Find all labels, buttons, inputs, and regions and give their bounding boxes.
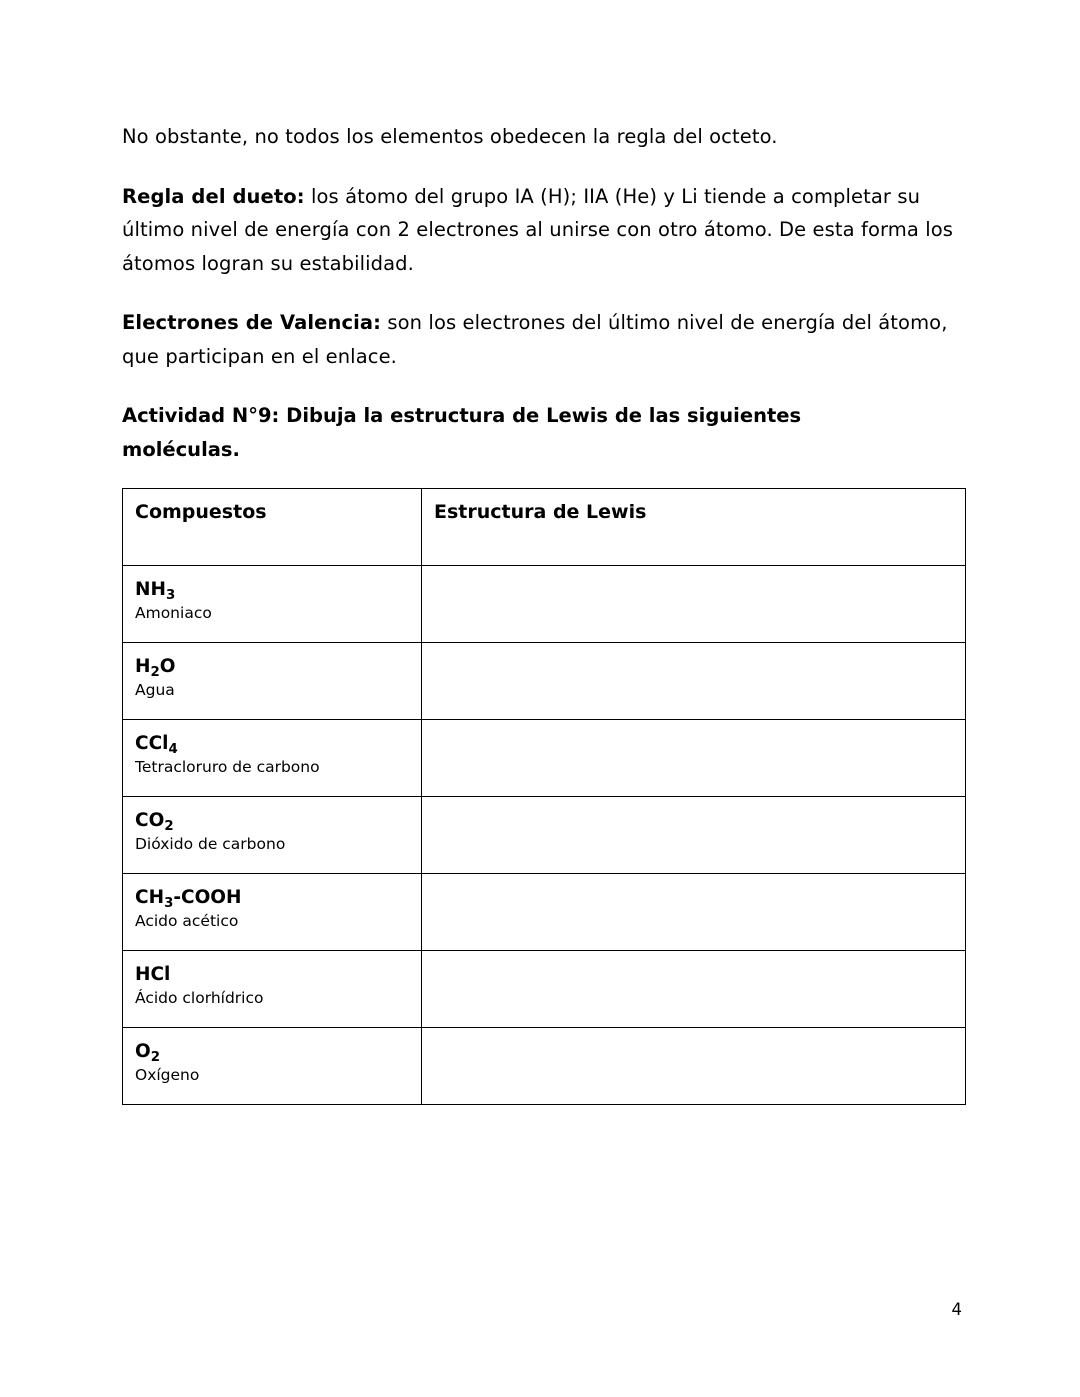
compound-cell xyxy=(123,566,422,643)
paragraph-text: los átomo del grupo IA (H); IIA (He) y Li tiende a completar su último nivel de energía con 2 electrones al unirse con otro átomo. De esta forma los átomos logran su estabilidad. xyxy=(122,184,954,275)
column-header-compuestos: Compuestos xyxy=(123,489,422,566)
formula-main: H xyxy=(135,656,151,678)
formula-sub: 4 xyxy=(168,741,178,757)
compound-formula xyxy=(135,886,409,909)
term-regla-dueto: Regla del dueto: xyxy=(122,184,305,208)
answer-cell[interactable] xyxy=(422,643,966,720)
answer-cell[interactable] xyxy=(422,874,966,951)
formula-main: NH xyxy=(135,579,166,601)
table-body xyxy=(123,566,966,1105)
page-number: 4 xyxy=(951,1300,962,1319)
compound-cell xyxy=(123,1028,422,1105)
column-header-estructura: Estructura de Lewis xyxy=(422,489,966,566)
lewis-structures-table xyxy=(122,488,966,1105)
formula-tail: O xyxy=(159,656,176,678)
compound-name: Agua xyxy=(135,681,175,700)
table-row xyxy=(123,797,966,874)
compound-name: Amoniaco xyxy=(135,604,212,623)
table-row xyxy=(123,951,966,1028)
formula-tail: -COOH xyxy=(173,887,242,909)
paragraph-octeto xyxy=(122,120,962,154)
formula-main: HCl xyxy=(135,964,171,986)
compound-name: Ácido clorhídrico xyxy=(135,989,264,1008)
answer-cell[interactable] xyxy=(422,720,966,797)
formula-main: CH xyxy=(135,887,165,909)
compound-name: Tetracloruro de carbono xyxy=(135,758,320,777)
compound-formula xyxy=(135,655,409,678)
paragraph-regla-dueto xyxy=(122,180,962,281)
compound-formula xyxy=(135,809,409,832)
table-header-row xyxy=(123,489,966,566)
table-row xyxy=(123,643,966,720)
compound-cell xyxy=(123,951,422,1028)
answer-cell[interactable] xyxy=(422,797,966,874)
compound-formula xyxy=(135,963,409,986)
table-row xyxy=(123,720,966,797)
paragraph-electrones-valencia xyxy=(122,306,962,373)
table-row xyxy=(123,874,966,951)
paragraph-text: No obstante, no todos los elementos obedecen la regla del octeto. xyxy=(122,125,778,148)
formula-sub: 2 xyxy=(164,818,174,834)
formula-sub: 2 xyxy=(150,1049,160,1065)
compound-formula xyxy=(135,578,409,601)
formula-main: O xyxy=(135,1041,151,1063)
answer-cell[interactable] xyxy=(422,566,966,643)
compound-cell xyxy=(123,643,422,720)
compound-cell xyxy=(123,874,422,951)
compound-formula xyxy=(135,732,409,755)
formula-sub: 3 xyxy=(165,587,176,603)
term-electrones-valencia: Electrones de Valencia: xyxy=(122,311,382,335)
answer-cell[interactable] xyxy=(422,1028,966,1105)
formula-main: CCl xyxy=(135,733,169,755)
paragraph-text: son los electrones del último nivel de energía del átomo, que participan en el enlace. xyxy=(122,311,948,368)
activity-heading: Actividad N°9: Dibuja la estructura de Lewis de las siguientes moléculas. xyxy=(122,404,802,461)
compound-name: Acido acético xyxy=(135,912,239,931)
table-row xyxy=(123,566,966,643)
compound-cell xyxy=(123,720,422,797)
formula-main: CO xyxy=(135,810,165,832)
formula-sub: 2 xyxy=(150,664,160,680)
compound-name: Oxígeno xyxy=(135,1066,200,1085)
compound-name: Dióxido de carbono xyxy=(135,835,286,854)
table-row xyxy=(123,1028,966,1105)
compound-formula xyxy=(135,1040,409,1063)
compound-cell xyxy=(123,797,422,874)
formula-sub: 3 xyxy=(164,895,174,911)
answer-cell[interactable] xyxy=(422,951,966,1028)
